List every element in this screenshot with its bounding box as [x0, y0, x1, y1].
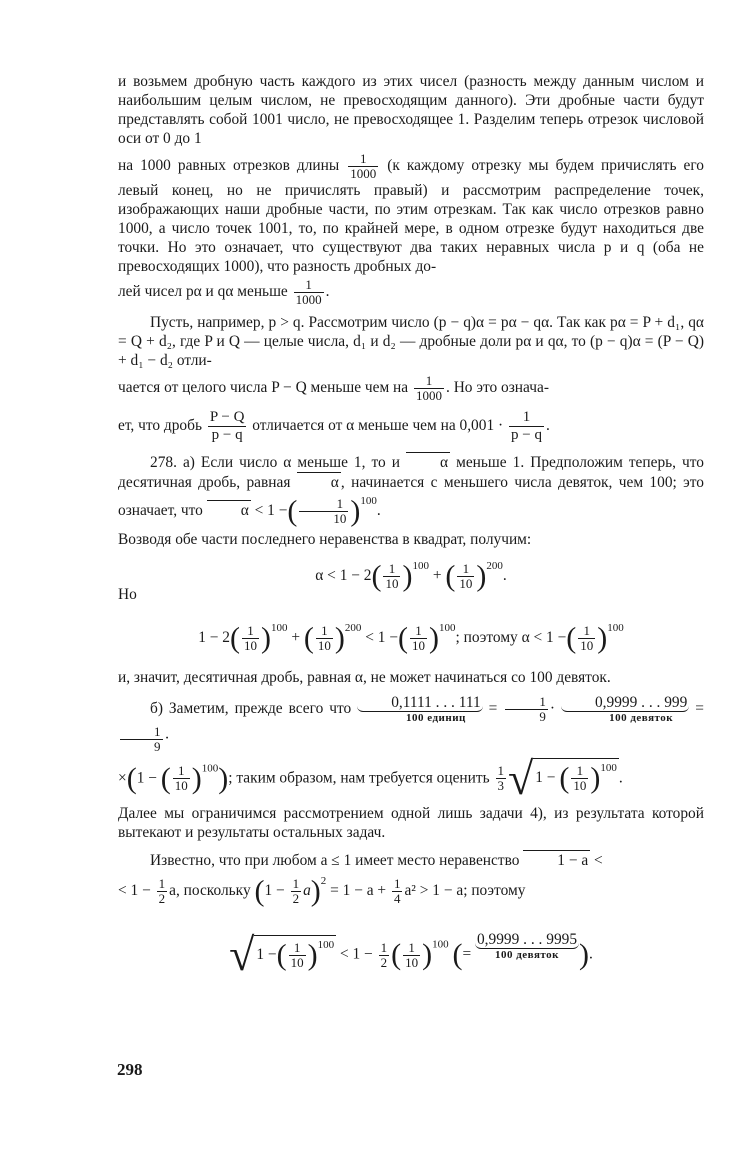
fraction-1-10 — [457, 562, 474, 591]
numerator: 1 — [294, 278, 324, 293]
paren-close: ) — [476, 559, 487, 593]
paren-open: ( — [391, 938, 402, 972]
text: 1 − 2 — [198, 629, 231, 647]
text: + — [291, 629, 301, 647]
underbrace-label: 100 девяток — [494, 949, 560, 962]
denominator: 3 — [497, 778, 504, 794]
paragraph-12 — [118, 850, 704, 870]
numerator: 1 — [120, 725, 163, 740]
denominator: 2 — [158, 890, 166, 906]
display-eq-1 — [118, 557, 704, 604]
numerator: 1 — [316, 624, 333, 639]
radicand: 1 − a — [557, 851, 589, 869]
fraction-1-1000 — [414, 374, 444, 403]
exponent: 100 — [439, 622, 456, 635]
fraction-1-1000 — [294, 278, 324, 307]
text: < 1 − — [365, 629, 399, 647]
denominator: p − q — [211, 427, 243, 443]
denominator: 1000 — [350, 166, 377, 181]
exponent: 200 — [344, 622, 362, 635]
alpha-symbol: α — [330, 474, 339, 491]
paren-close: ) — [334, 621, 345, 655]
sqrt-expression — [254, 935, 336, 970]
fraction-1-10 — [403, 941, 420, 970]
fraction-1-10 — [383, 562, 400, 591]
numerator: 1 — [173, 764, 190, 779]
paragraph-5: ет, что дробь $\frac{P - Q}{p - q}$ отличается от α меньше чем на 0,001 · $\frac{1}{p - q}$ . — [118, 409, 550, 443]
paren-open: ( — [303, 621, 314, 655]
paren-close: ) — [579, 938, 590, 972]
text: = — [695, 699, 704, 717]
text: б) Заметим, прежде всего что — [150, 699, 352, 717]
denominator: 10 — [573, 778, 587, 794]
text: на 1000 равных отрезков длины — [118, 157, 340, 175]
fraction-1-3 — [496, 764, 507, 793]
text: . Но это означа- — [446, 379, 549, 397]
page-body — [118, 72, 704, 981]
sqrt-alpha — [207, 500, 251, 520]
denominator: 1000 — [295, 292, 322, 307]
numerator: 1 — [414, 374, 444, 389]
paren-open: ( — [230, 621, 241, 655]
text: + — [432, 567, 442, 585]
fraction-1-10 — [571, 764, 588, 793]
text: < 1 − — [254, 502, 288, 519]
numerator: 1 — [403, 941, 420, 956]
underbrace-label: 100 девяток — [609, 711, 674, 724]
fraction-1-10 — [173, 764, 190, 793]
denominator: 10 — [459, 576, 473, 592]
nines-number: 0,9999 . . . 9995 — [476, 931, 578, 949]
sqrt-alpha — [297, 472, 341, 492]
denominator: 10 — [290, 954, 304, 970]
paragraph-7: Возводя обе части последнего неравенства в квадрат, получим: — [118, 531, 532, 549]
radical-sign: √ — [508, 752, 534, 804]
paragraph-2 — [118, 152, 704, 276]
denominator: 10 — [412, 638, 426, 654]
text: отличается от α меньше чем на 0,001 · — [252, 417, 504, 435]
numerator: 1 — [158, 875, 166, 891]
underbrace-label: 100 единиц — [405, 711, 466, 724]
ones-number: 0,1111 . . . 111 — [357, 695, 483, 712]
paren-open: ( — [452, 938, 463, 972]
paragraph-10: ×(1 − ( $\frac{1}{10}$ )$^{100}$); таким образом, нам требуется оценить $\frac{1}{3}$ √ 1 − ( $\frac{1}{10}$ )$^{100}$. — [118, 752, 623, 804]
eq-line — [118, 619, 704, 653]
paren-close: ) — [402, 559, 413, 593]
paren-close: ) — [310, 874, 321, 908]
text: чается от целого числа P − Q меньше чем на — [118, 379, 409, 397]
exponent: 100 — [432, 938, 449, 951]
denominator: 4 — [393, 890, 401, 906]
numerator: 1 — [505, 695, 548, 710]
eq-line: √ 1 −( $\frac{1}{10}$ )$^{100}$ < 1 − $\frac{1}{2}$ ( $\frac{1}{10}$ )$^{100}$ (= 0,9999 . . . 9995 100 девяток ). — [229, 929, 593, 981]
exponent: 100 — [360, 495, 377, 507]
text: × — [118, 769, 127, 787]
paragraph-8: и, значит, десятичная дробь, равная α, не может начинаться со 100 девяток. — [118, 668, 611, 686]
exponent: 100 — [201, 762, 219, 775]
paragraph-3: лей чисел pα и qα меньше $\frac{1}{1000}$ . — [118, 277, 330, 307]
text: = — [488, 699, 498, 717]
paren-close: ) — [590, 761, 601, 795]
underbrace-ones — [357, 695, 483, 725]
display-eq-2 — [118, 619, 704, 653]
denominator: 10 — [174, 778, 188, 794]
text: ; таким образом, нам требуется оценить — [228, 769, 490, 787]
exponent: 100 — [412, 560, 429, 573]
page-number: 298 — [117, 1060, 143, 1079]
numerator: 1 — [578, 624, 595, 639]
paren-close: ) — [261, 621, 272, 655]
paragraph-11: Далее мы ограничимся рассмотрением одной лишь задачи 4), из результата которой вытекают и результаты остальных задач. — [118, 804, 704, 841]
paren-close: ) — [191, 761, 202, 795]
fraction-1-2 — [157, 877, 168, 906]
fraction-1-pq — [509, 409, 544, 444]
fraction-1-10 — [316, 624, 333, 653]
fraction-1-9 — [505, 695, 548, 724]
exponent: 2 — [320, 874, 327, 887]
paren-open: ( — [398, 621, 409, 655]
text: a, поскольку — [169, 881, 251, 899]
denominator: 10 — [333, 510, 347, 526]
fraction-1-10 — [299, 497, 348, 526]
text: < — [594, 851, 603, 869]
fraction-1-2 — [291, 877, 302, 906]
numerator: 1 — [242, 624, 259, 639]
paren-open: ( — [445, 559, 456, 593]
numerator: 1 — [393, 875, 401, 891]
text: α < 1 − 2 — [315, 567, 372, 585]
underbrace-nines-5 — [475, 932, 579, 962]
text: меньше 1. Предположим теперь, что десятичная дробь, равная — [118, 454, 704, 491]
paren-close: ) — [307, 938, 318, 972]
denominator: 1000 — [416, 388, 442, 403]
denominator: 10 — [580, 638, 594, 654]
text: < 1 − — [339, 945, 373, 963]
fraction-1-10 — [242, 624, 259, 653]
paragraph-12-cont: < 1 − $\frac{1}{2}$ a, поскольку (1 − $\frac{1}{2}$ a)$^2$ = 1 − a + $\frac{1}{4}$ a² > 1 − a; поэтому — [118, 874, 526, 908]
radical-sign: √ — [229, 929, 255, 981]
paren-open: ( — [126, 761, 137, 795]
numerator: 1 — [457, 562, 474, 577]
text: = — [462, 945, 472, 963]
nines-number: 0,9999 . . . 999 — [561, 695, 689, 712]
text: = 1 − a + — [330, 881, 387, 899]
text: лей чисел pα и qα меньше — [118, 283, 288, 301]
paragraph-4: Пусть, например, p > q. Рассмотрим число (p − q)α = pα − qα. Так как pα = P + d₁, qα = Q + d₂, где P и Q — целые числа, d₁ и d₂ — дробные доли pα и qα, то (p − q)α = (P − Q) + d₁ − d₂ отли- — [118, 314, 704, 369]
display-eq-3 — [118, 929, 704, 981]
numerator: 1 — [383, 562, 400, 577]
paren-close: ) — [422, 938, 433, 972]
numerator: 1 — [348, 152, 378, 167]
text-no: Но — [118, 586, 137, 604]
fraction-1-10 — [578, 624, 595, 653]
denominator: 10 — [405, 954, 419, 970]
paren-open: ( — [566, 621, 577, 655]
sqrt-expression: 1 − ( $\frac{1}{10}$ )$^{100}$ — [533, 758, 619, 793]
sqrt-1-minus-a — [523, 850, 590, 870]
sqrt-alpha — [406, 452, 450, 472]
paragraph-6: 278. а) Если число α меньше 1, то и α меньше 1. Предположим теперь, что десятичная дробь, равная α , начинается с меньшего числа девяток, чем 100; это означает, что α < 1 −( $\frac{1}{10}$ )$^{100}$. — [118, 454, 704, 528]
denominator: 9 — [154, 738, 161, 754]
exponent: 200 — [486, 560, 503, 573]
paren-open: ( — [559, 761, 570, 795]
fraction-1-2 — [379, 941, 390, 970]
paragraph-1: и возьмем дробную часть каждого из этих чисел (разность между данным числом и наибольшим целым числом, не превосходящим данного). Эти дробные части будут представлять собой 1001 число, не превосходящее 1. Разделим теперь отрезок числовой оси от 0 до 1 — [118, 73, 704, 147]
text: 278. а) Если число α меньше 1, то и — [150, 454, 400, 471]
text: ет, что дробь — [118, 417, 202, 435]
text: , начинается с меньшего числа девяток, чем 100; это означает, что — [118, 474, 704, 519]
numerator: 1 — [380, 939, 388, 955]
numerator: 1 — [509, 409, 544, 427]
denominator: 2 — [292, 890, 300, 906]
fraction-1-10 — [289, 941, 306, 970]
text: 1 − — [256, 945, 277, 963]
paragraph-9: б) Заметим, прежде всего что 0,1111 . . . 111 100 единиц = $\frac{1}{9}$ · 0,9999 . . . 999 100 девяток = $\frac{1}{9}$ · — [118, 695, 704, 754]
denominator: p − q — [510, 427, 542, 443]
underbrace-nines — [561, 695, 689, 725]
text: < 1 − — [118, 881, 151, 899]
paren-close: ) — [597, 621, 608, 655]
paragraph-4-cont — [118, 374, 704, 403]
fraction-pq — [208, 409, 247, 444]
fraction-1-10 — [410, 624, 427, 653]
denominator: 9 — [539, 708, 546, 724]
denominator: 10 — [244, 638, 258, 654]
numerator: 1 — [497, 763, 504, 779]
text: (к каждому отрезку мы будем причислять его левый конец, но не причислять правый) и рассмотрим распределение точек, изображающих наши дробные части, по этим отрезкам. Так как число отрезков равно 1000, а число точек 1001, то, по крайней мере, в одном отрезке будут находиться две точки. Но это означает, что существуют два таких неравных числа p и q (оба не превосходящих 1000), что разность дробных до- — [118, 157, 704, 275]
paren-close: ) — [429, 621, 440, 655]
paren-open: ( — [371, 559, 382, 593]
fraction-1-9 — [120, 725, 163, 754]
eq-line: α < 1 − 2( $\frac{1}{10}$ )$^{100}$ + ( $\frac{1}{10}$ )$^{200}$. — [315, 559, 507, 593]
numerator: 1 — [289, 941, 306, 956]
numerator: 1 — [292, 875, 300, 891]
numerator: 1 — [299, 497, 348, 512]
fraction-1-4 — [392, 877, 403, 906]
alpha-symbol: α — [240, 502, 249, 519]
paren-close: ) — [350, 494, 361, 528]
exponent: 100 — [607, 622, 624, 635]
text: a² > 1 − a; поэтому — [404, 881, 526, 899]
numerator: P − Q — [209, 409, 245, 425]
paren-open: ( — [287, 494, 298, 528]
paren-close: ) — [218, 761, 229, 795]
paren-open: ( — [254, 874, 265, 908]
text: ; поэтому α < 1 − — [455, 629, 567, 647]
numerator: 1 — [410, 624, 427, 639]
exponent: 100 — [317, 938, 335, 951]
text: Известно, что при любом a ≤ 1 имеет место неравенство — [150, 851, 520, 869]
alpha-symbol: α — [440, 454, 449, 471]
denominator: 10 — [317, 638, 331, 654]
denominator: 10 — [385, 576, 399, 592]
exponent: 100 — [600, 762, 617, 775]
fraction-1-1000 — [348, 152, 378, 181]
numerator: 1 — [571, 764, 588, 779]
paren-open: ( — [276, 938, 287, 972]
paren-open: ( — [160, 761, 171, 795]
exponent: 100 — [271, 622, 288, 635]
denominator: 2 — [380, 954, 388, 970]
